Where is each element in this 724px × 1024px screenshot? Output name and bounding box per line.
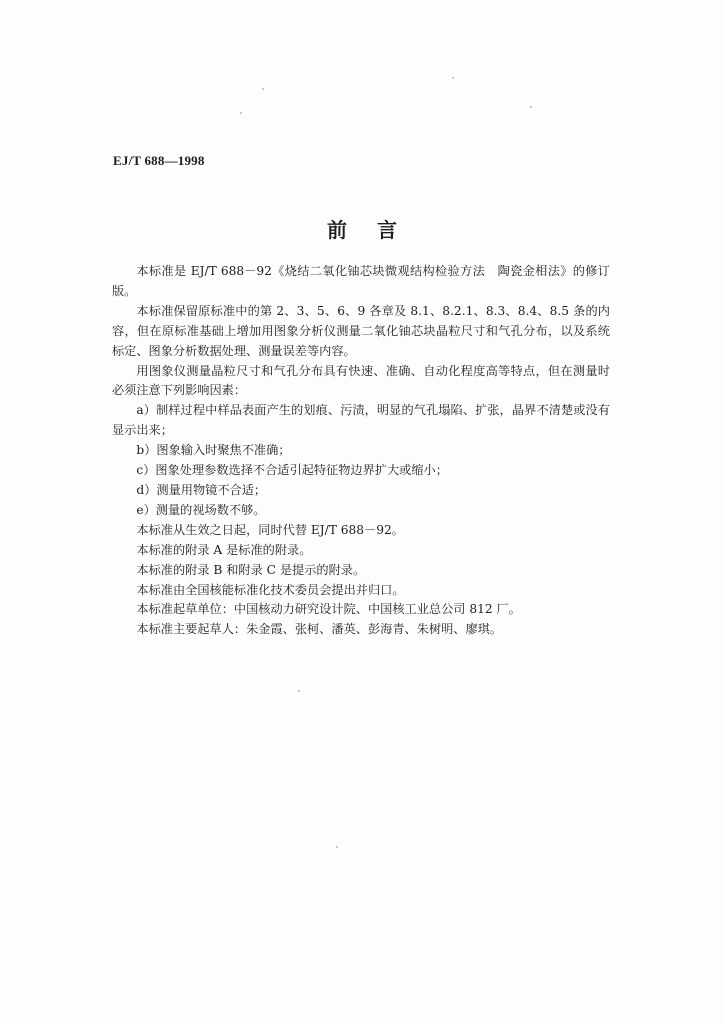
paragraph-effective-date: 本标准从生效之日起，同时代替 EJ/T 688－92。	[136, 522, 404, 537]
scan-speck	[452, 77, 454, 79]
paragraph-drafting-units: 本标准起草单位：中国核动力研究设计院、中国核工业总公司 812 厂。	[136, 602, 521, 617]
list-item-b: b）图象输入时聚焦不准确；	[136, 443, 291, 458]
paragraph-retained-content: 本标准保留原标准中的第 2、3、5、6、9 各章及 8.1、8.2.1、8.3、8.4、8.5 条的内容，但在原标准基础上增加用图象分析仪测量二氧化铀芯块晶粒尺寸和气孔分布，以及系统标定、图象分析数据处理、测量误差等内容。	[112, 303, 610, 358]
paragraph-drafters: 本标准主要起草人：朱金霞、张柯、潘英、彭海青、朱树明、廖琪。	[136, 622, 503, 637]
scan-speck	[530, 106, 532, 108]
list-item-d: d）测量用物镜不合适；	[136, 482, 267, 497]
scan-speck	[336, 846, 338, 848]
scan-speck	[240, 112, 242, 114]
scan-speck	[298, 690, 300, 692]
list-item-a: a）制样过程中样品表面产生的划痕、污渍，明显的气孔塌陷、扩张，晶界不清楚或没有显示出来；	[112, 403, 610, 438]
title-char-1: 前	[327, 218, 347, 242]
title-char-2: 言	[377, 218, 397, 242]
paragraph-measurement-factors: 用图象仪测量晶粒尺寸和气孔分布具有快速、准确、自动化程度高等特点，但在测量时必须注意下列影响因素：	[112, 363, 610, 398]
document-code: EJ/T 688—1998	[113, 153, 205, 168]
list-item-c: c）图象处理参数选择不合适引起特征物边界扩大或缩小；	[136, 463, 448, 478]
foreword-body	[112, 262, 610, 640]
page-title	[0, 214, 724, 243]
paragraph-proposed-by: 本标准由全国核能标准化技术委员会提出并归口。	[136, 582, 405, 597]
paragraph-revision-note: 本标准是 EJ/T 688－92《烧结二氧化铀芯块微观结构检验方法 陶瓷金相法》的修订版。	[112, 264, 610, 298]
list-item-e: e）测量的视场数不够。	[136, 502, 266, 517]
scan-speck	[262, 88, 264, 90]
paragraph-appendix-bc: 本标准的附录 B 和附录 C 是提示的附录。	[136, 562, 366, 577]
paragraph-appendix-a: 本标准的附录 A 是标准的附录。	[136, 542, 312, 557]
